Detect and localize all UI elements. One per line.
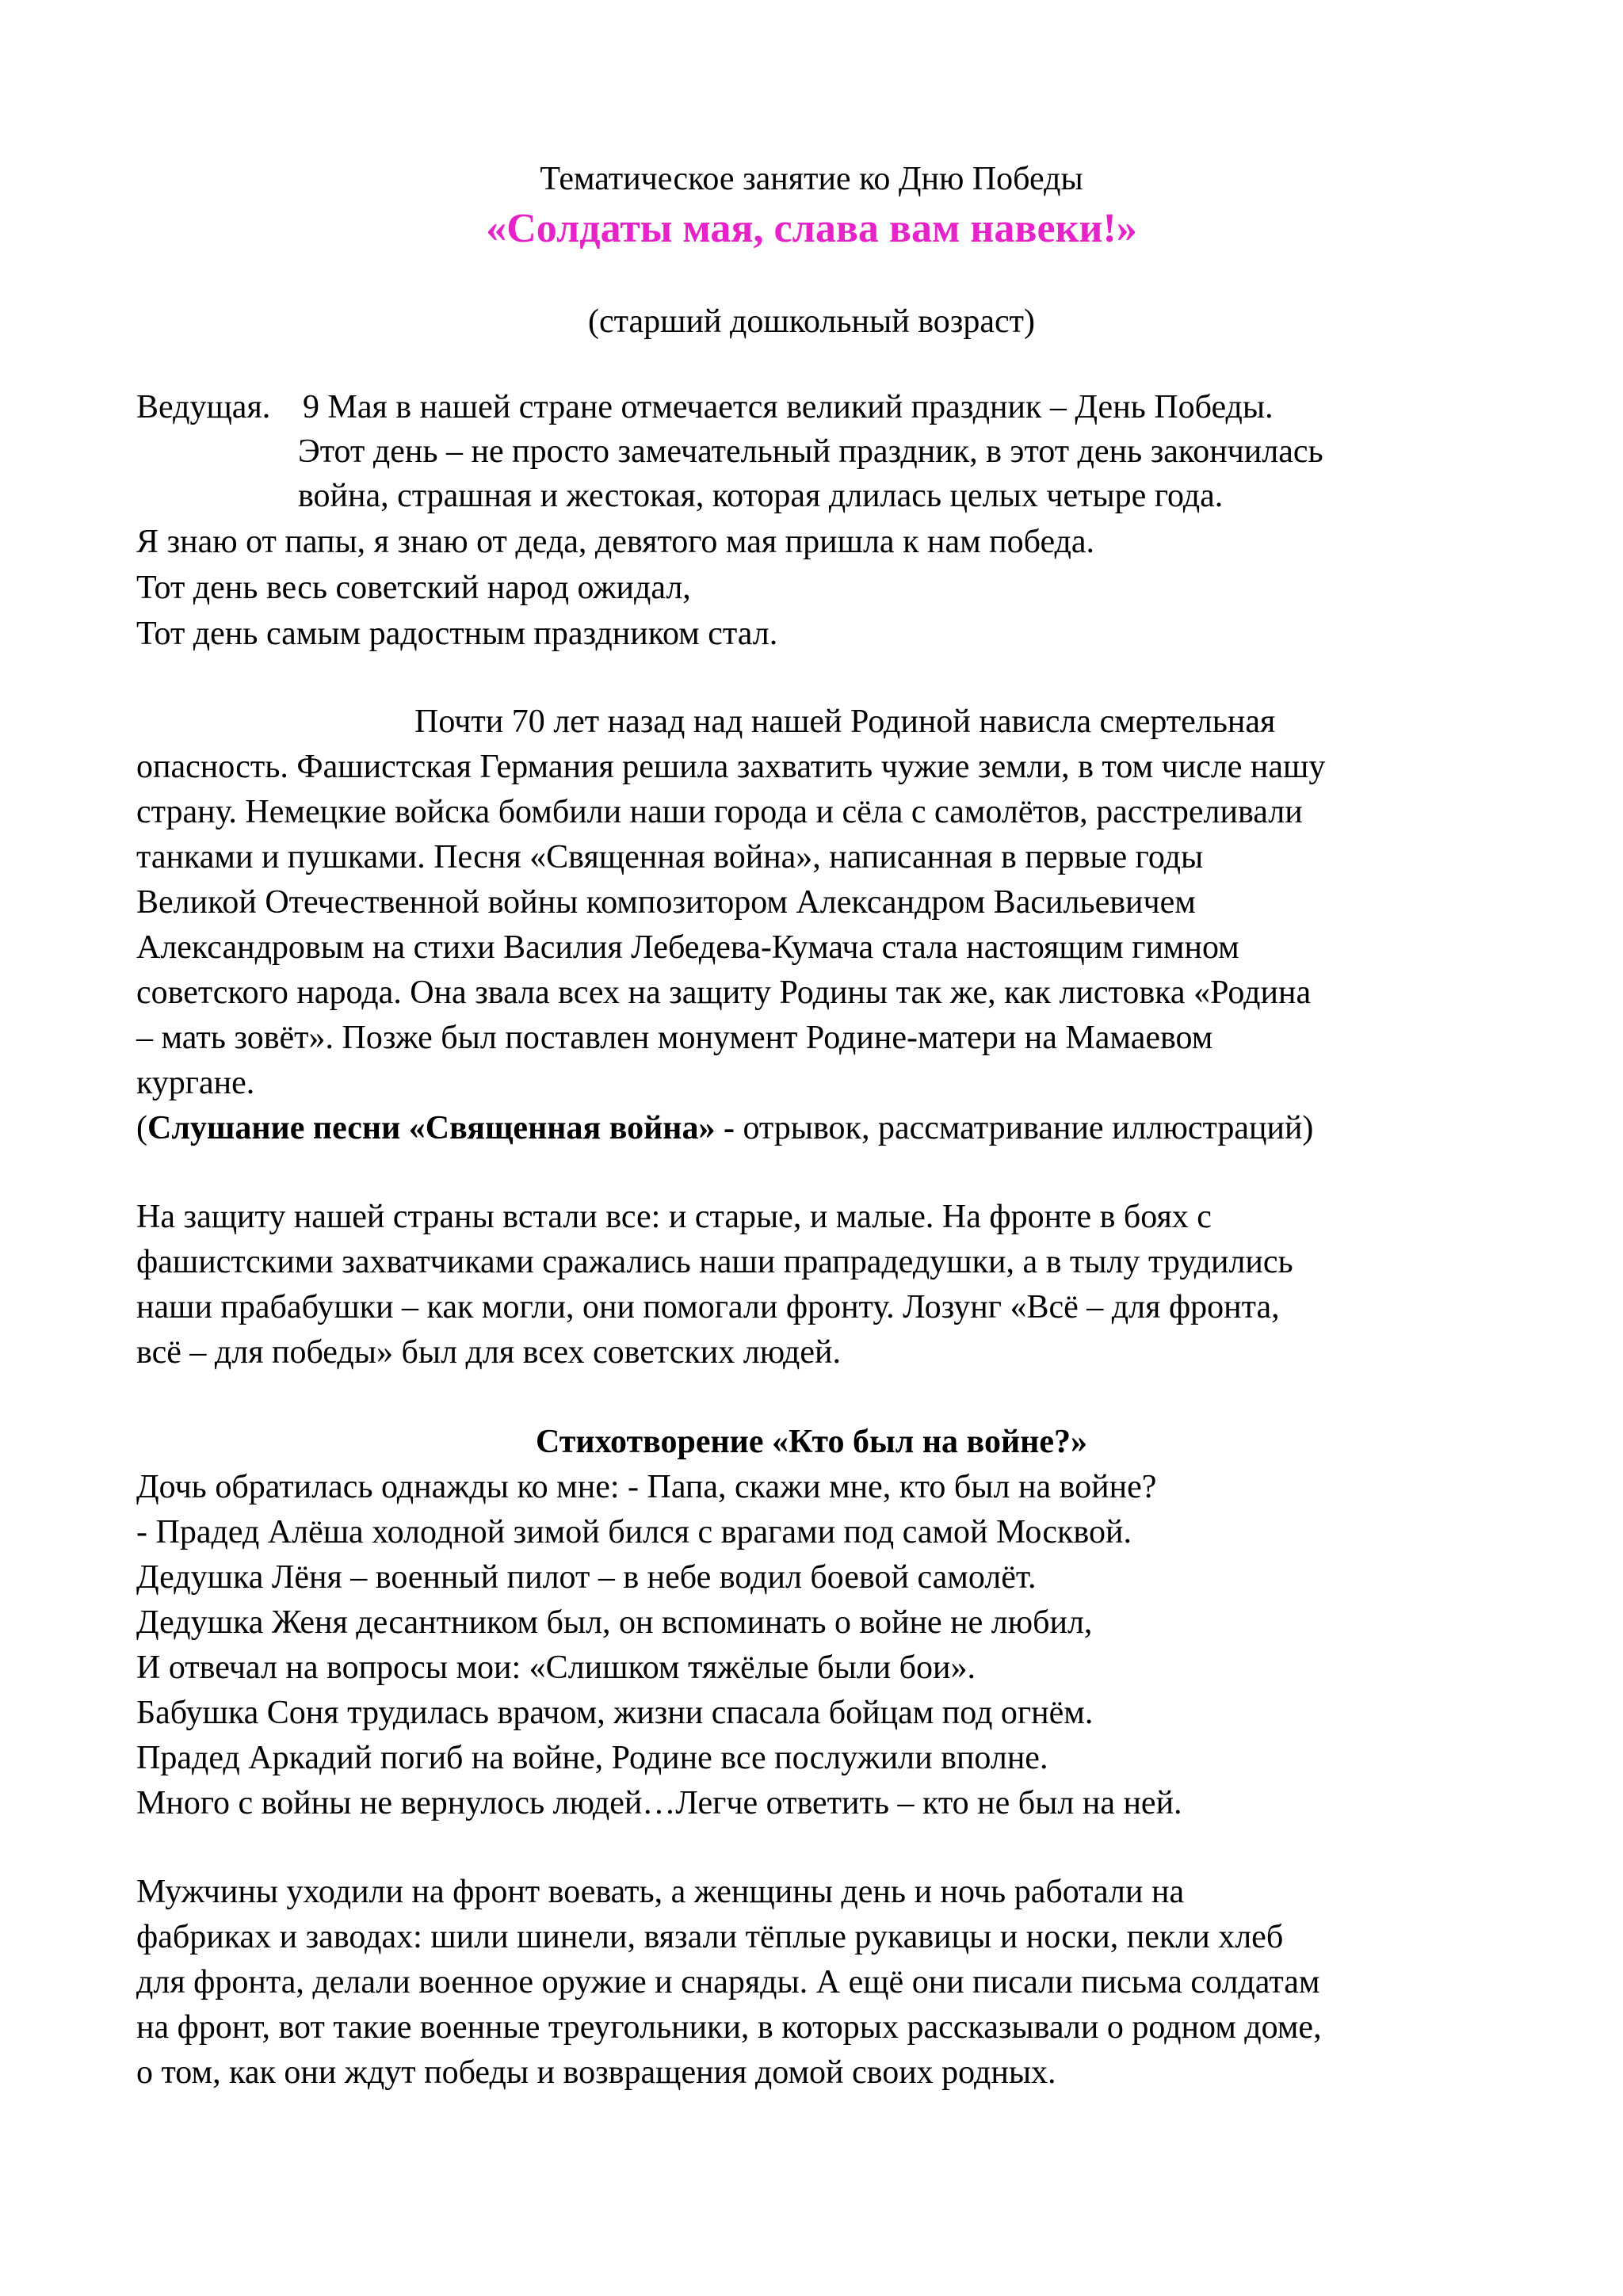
- poem-line: - Прадед Алёша холодной зимой бился с врагами под самой Москвой.: [136, 1514, 1132, 1550]
- intro-line: 9 Мая в нашей стране отмечается великий праздник – День Победы.: [303, 389, 1274, 425]
- paragraph-line: кургане.: [136, 1065, 255, 1101]
- intro-speaker: Ведущая.: [136, 389, 271, 425]
- listening-open: (: [136, 1110, 147, 1146]
- paragraph-line: о том, как они ждут победы и возвращения домой своих родных.: [136, 2054, 1056, 2091]
- poem-line: Дочь обратилась однажды ко мне: - Папа, скажи мне, кто был на войне?: [136, 1469, 1157, 1505]
- paragraph-line: всё – для победы» был для всех советских людей.: [136, 1334, 841, 1371]
- paragraph-line: На защиту нашей страны встали все: и старые, и малые. На фронте в боях с: [136, 1199, 1212, 1235]
- poem-line: Дедушка Женя десантником был, он вспоминать о войне не любил,: [136, 1604, 1093, 1641]
- paragraph-line: советского народа. Она звала всех на защиту Родины так же, как листовка «Родина: [136, 974, 1312, 1011]
- age-note: (старший дошкольный возраст): [588, 303, 1035, 340]
- paragraph-line: для фронта, делали военное оружие и снаряды. А ещё они писали письма солдатам: [136, 1964, 1320, 2000]
- poem-line: Много с войны не вернулось людей…Легче ответить – кто не был на ней.: [136, 1785, 1182, 1821]
- page-title: «Солдаты мая, слава вам навеки!»: [486, 206, 1137, 251]
- listening-instruction: [136, 1106, 1313, 1150]
- paragraph-line: опасность. Фашистская Германия решила захватить чужие земли, в том числе нашу: [136, 749, 1326, 785]
- verse-line: Тот день самым радостным праздником стал.: [136, 616, 778, 652]
- poem-line: И отвечал на вопросы мои: «Слишком тяжёлые были бои».: [136, 1650, 976, 1686]
- paragraph-line: Мужчины уходили на фронт воевать, а женщины день и ночь работали на: [136, 1874, 1185, 1910]
- paragraph-line: – мать зовёт». Позже был поставлен монумент Родине-матери на Мамаевом: [136, 1020, 1213, 1056]
- paragraph-line: Почти 70 лет назад над нашей Родиной нависла смертельная: [414, 704, 1276, 740]
- verse-line: Тот день весь советский народ ожидал,: [136, 570, 691, 606]
- listening-bold: Слушание песни «Священная война» -: [147, 1110, 735, 1146]
- paragraph-line: Александровым на стихи Василия Лебедева-Кумача стала настоящим гимном: [136, 929, 1239, 966]
- poem-line: Бабушка Соня трудилась врачом, жизни спасала бойцам под огнём.: [136, 1695, 1094, 1731]
- intro-line: война, страшная и жестокая, которая длилась целых четыре года.: [298, 478, 1224, 514]
- poem-line: Прадед Аркадий погиб на войне, Родине все послужили вполне.: [136, 1740, 1048, 1776]
- paragraph-line: наши прабабушки – как могли, они помогали фронту. Лозунг «Всё – для фронта,: [136, 1289, 1280, 1325]
- poem-heading: Стихотворение «Кто был на войне?»: [536, 1424, 1087, 1460]
- poem-line: Дедушка Лёня – военный пилот – в небе водил боевой самолёт.: [136, 1559, 1037, 1596]
- verse-line: Я знаю от папы, я знаю от деда, девятого мая пришла к нам победа.: [136, 524, 1095, 560]
- paragraph-line: фабриках и заводах: шили шинели, вязали тёплые рукавицы и носки, пекли хлеб: [136, 1919, 1284, 1955]
- subtitle: Тематическое занятие ко Дню Победы: [540, 161, 1083, 197]
- paragraph-line: Великой Отечественной войны композитором Александром Васильевичем: [136, 884, 1196, 921]
- paragraph-line: фашистскими захватчиками сражались наши прапрадедушки, а в тылу трудились: [136, 1244, 1293, 1280]
- paragraph-line: страну. Немецкие войска бомбили наши города и сёла с самолётов, расстреливали: [136, 794, 1303, 830]
- intro-line: Этот день – не просто замечательный праздник, в этот день закончилась: [298, 433, 1323, 470]
- paragraph-line: танками и пушками. Песня «Священная война», написанная в первые годы: [136, 839, 1204, 875]
- listening-rest: отрывок, рассматривание иллюстраций): [734, 1110, 1314, 1146]
- paragraph-line: на фронт, вот такие военные треугольники, в которых рассказывали о родном доме,: [136, 2009, 1322, 2046]
